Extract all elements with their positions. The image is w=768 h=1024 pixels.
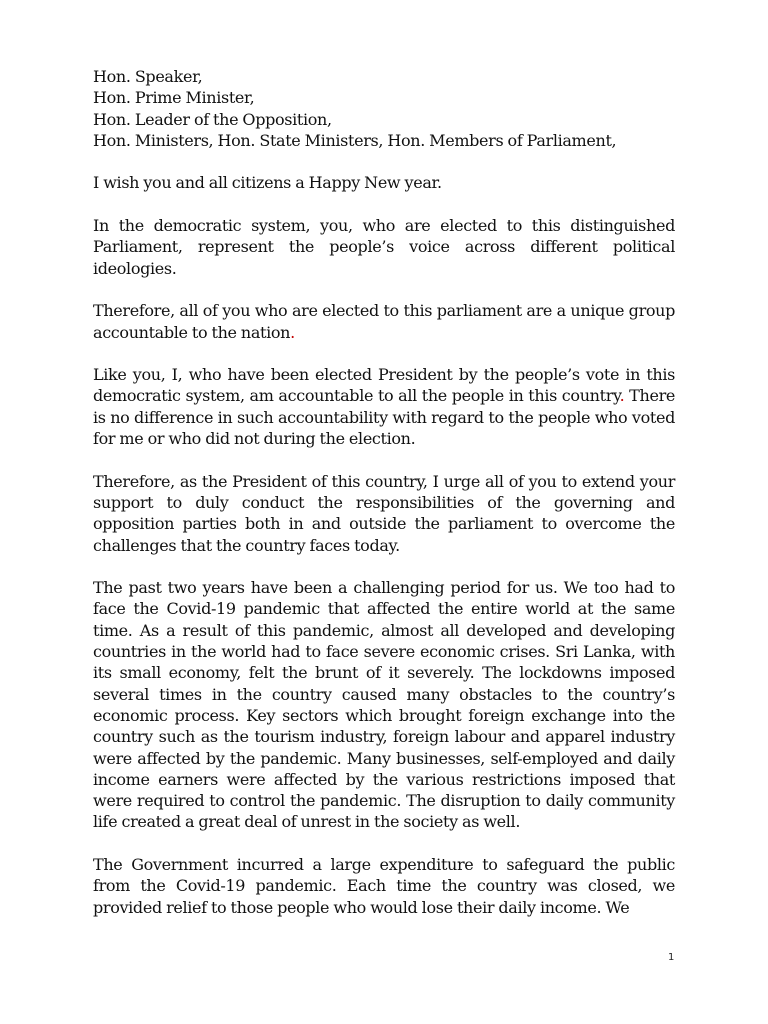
- paragraph-new-year-greeting: I wish you and all citizens a Happy New year.: [93, 173, 442, 193]
- paragraph-president-accountability-text-b: There is no difference in such accountability with regard to the people who voted for me or who did not during the election.: [93, 386, 675, 449]
- paragraph-gap: [93, 194, 675, 215]
- paragraph-pandemic-challenges: The past two years have been a challenging period for us. We too had to face the Covid-19 pandemic that affected the entire world at the same time. As a result of this pandemic, almost all developed and developing countries in the world had to face severe economic crises. Sri Lanka, with its small economy, felt the brunt of it severely. The lockdowns imposed several times in the country caused many obstacles to the country’s economic process. Key sectors which brought foreign exchange into the country such as the tourism industry, foreign labour and apparel industry were affected by the pandemic. Many businesses, self-employed and daily income earners were affected by the various restrictions imposed that were required to control the pandemic. The disruption to daily community life created a great deal of unrest in the society as well.: [93, 578, 675, 832]
- paragraph-president-accountability-text-a: Like you, I, who have been elected President by the people’s vote in this democratic system, am accountable to all the people in this country: [93, 365, 675, 406]
- paragraph-gap: [93, 151, 675, 172]
- salutation-opposition-leader: Hon. Leader of the Opposition,: [93, 109, 332, 129]
- paragraph-gap: [93, 279, 675, 300]
- salutation-speaker: Hon. Speaker,: [93, 67, 203, 86]
- paragraph-gap: [93, 556, 675, 577]
- paragraph-democratic-system: In the democratic system, you, who are elected to this distinguished Parliament, represent the people’s voice across different political ideologies.: [93, 216, 675, 278]
- paragraph-gap: [93, 343, 675, 364]
- paragraph-gap: [93, 449, 675, 470]
- page-number: 1: [668, 952, 675, 963]
- paragraph-president-accountability: [93, 364, 675, 449]
- paragraph-accountable-group-text: Therefore, all of you who are elected to this parliament are a unique group accountable to the nation: [93, 301, 675, 342]
- salutation-ministers-members: Hon. Ministers, Hon. State Ministers, Hon. Members of Parliament,: [93, 130, 617, 150]
- paragraph-accountable-group: [93, 300, 675, 343]
- red-period: .: [290, 322, 295, 342]
- document-body: [93, 66, 675, 918]
- paragraph-government-expenditure: The Government incurred a large expenditure to safeguard the public from the Covid-19 pandemic. Each time the country was closed, we provided relief to those people who would lose their daily income. We: [93, 854, 675, 917]
- paragraph-gap: [93, 833, 675, 854]
- red-period: .: [619, 386, 625, 406]
- salutation-block: [93, 66, 675, 151]
- salutation-prime-minister: Hon. Prime Minister,: [93, 88, 255, 108]
- paragraph-urge-support: Therefore, as the President of this country, I urge all of you to extend your support to duly conduct the responsibilities of the governing and opposition parties both in and outside the parliament to overcome the challenges that the country faces today.: [93, 471, 675, 555]
